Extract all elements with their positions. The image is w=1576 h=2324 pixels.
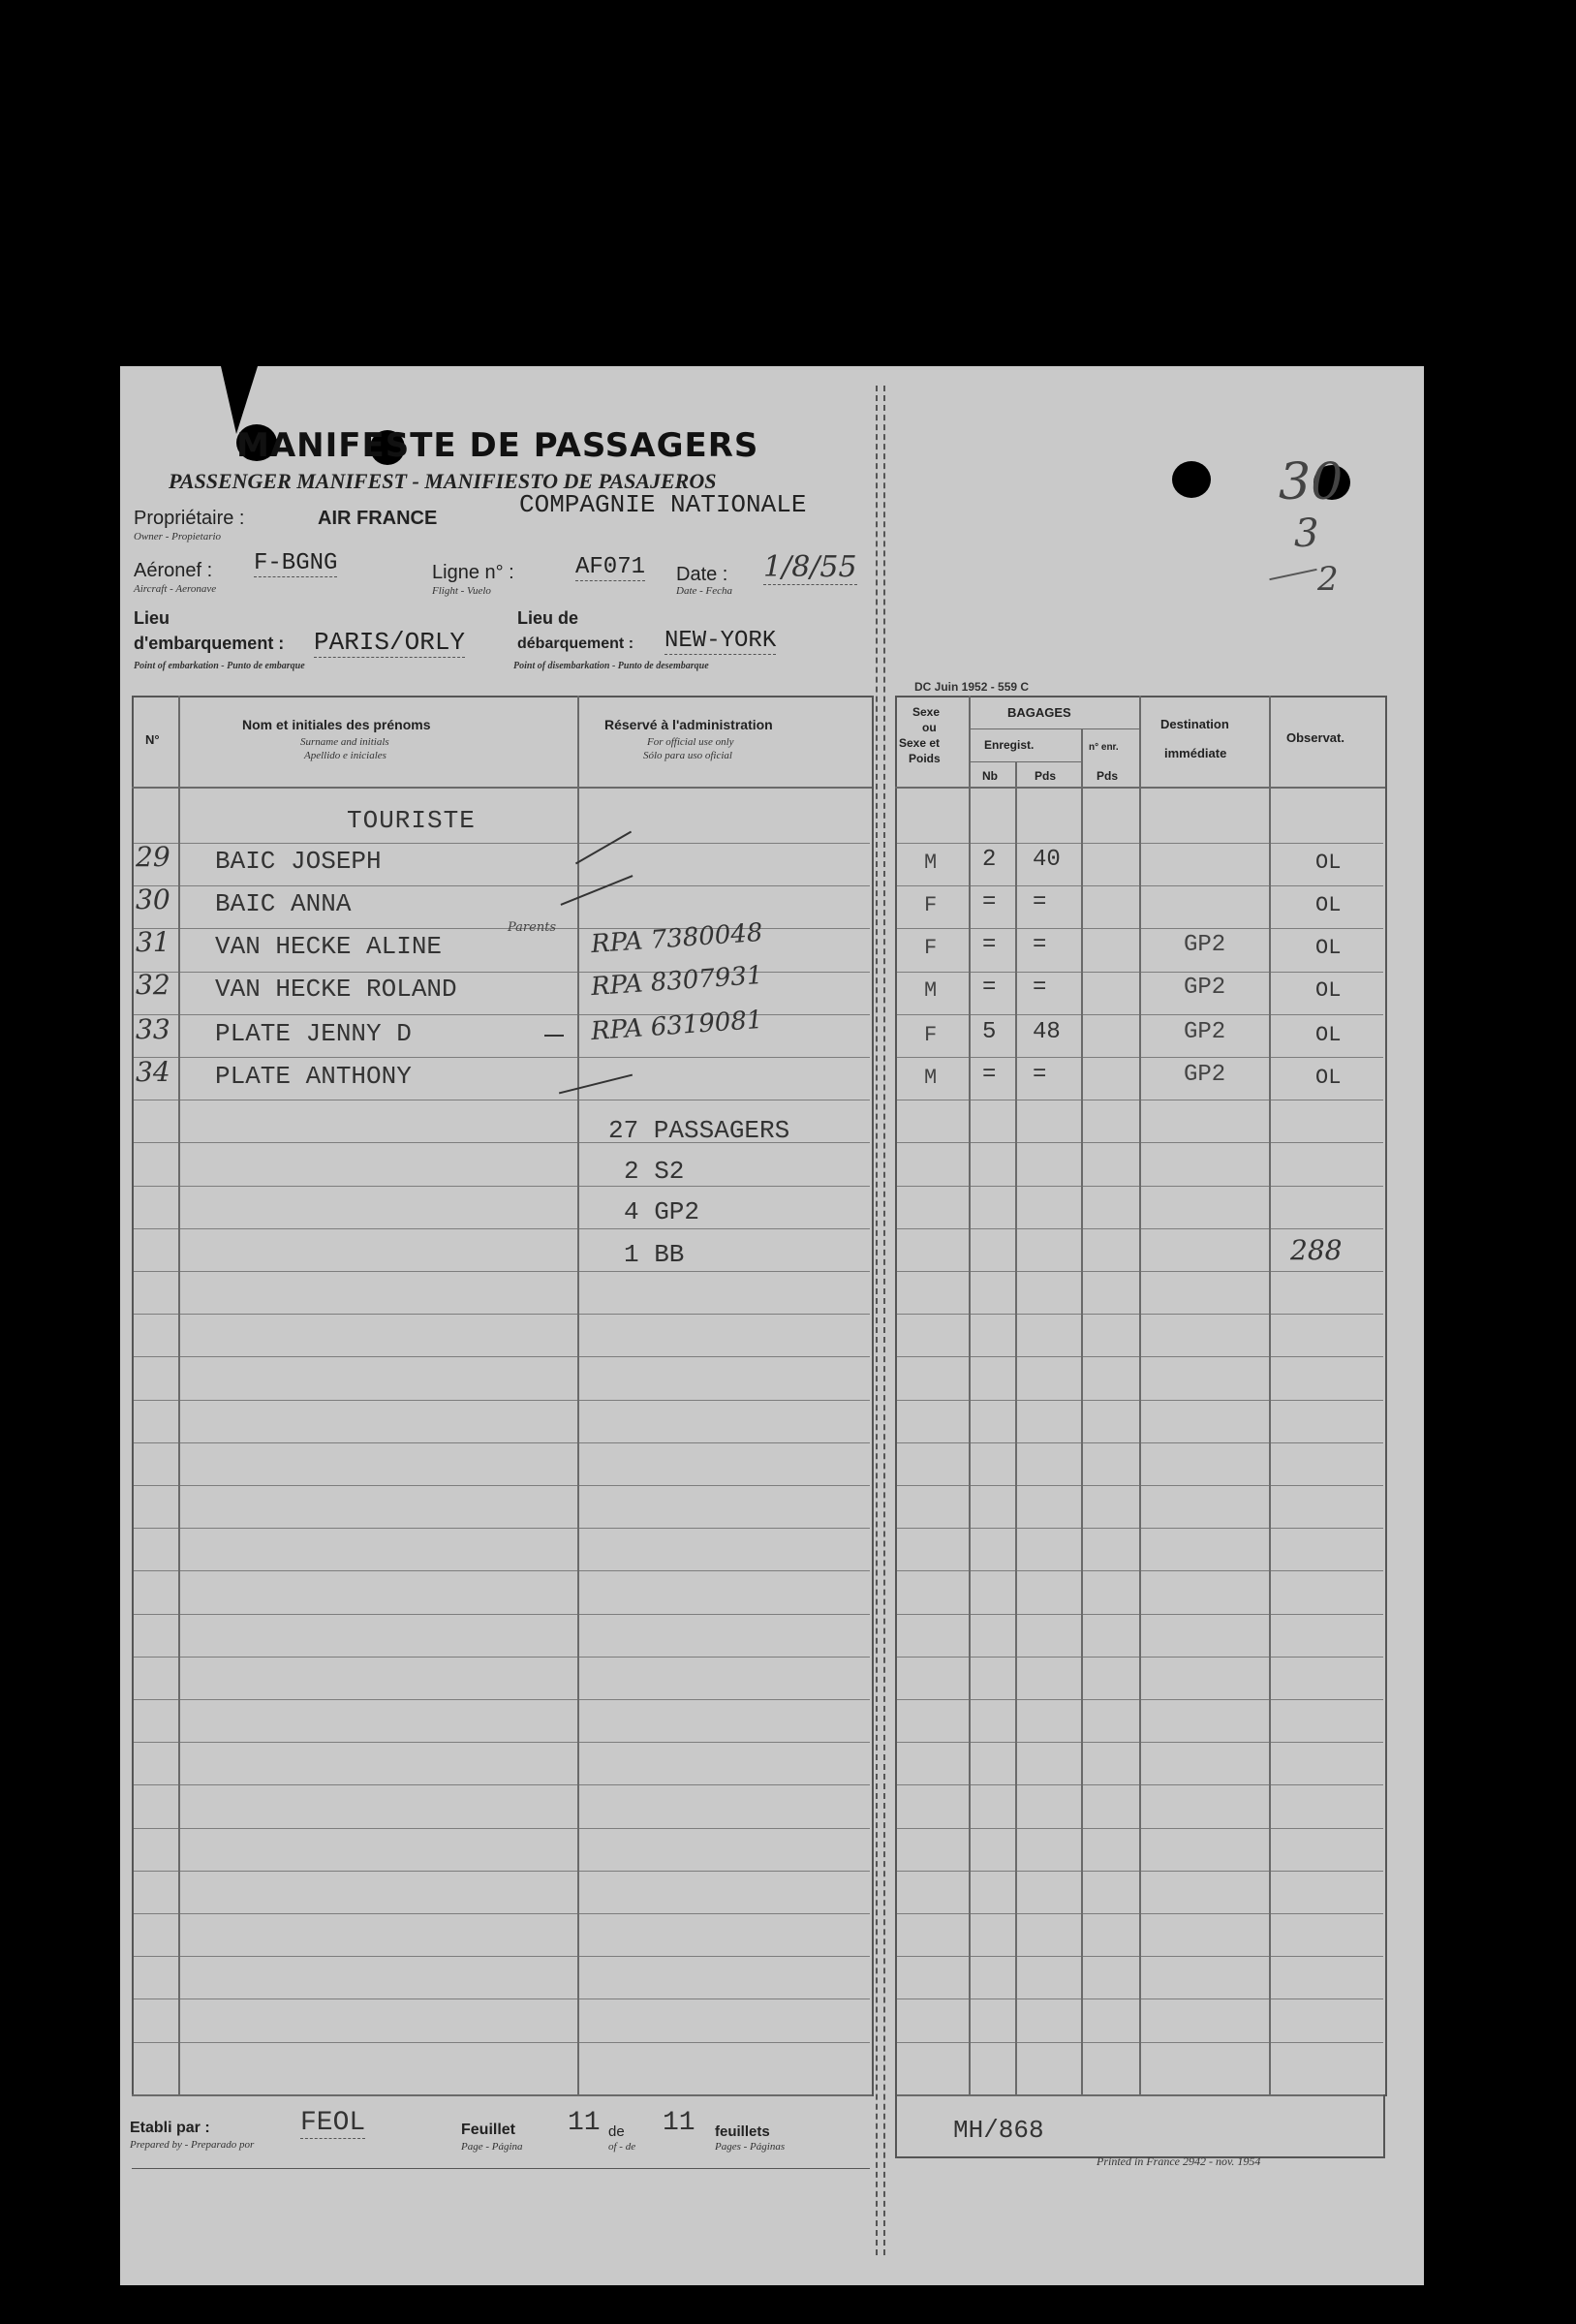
handwritten-fraction-bottom: 2 [1317, 560, 1339, 599]
summary-line: 4 GP2 [624, 1197, 700, 1226]
admin-reference: RPA 6319081 [590, 1005, 764, 1047]
of-label: de [608, 2123, 625, 2140]
observation: OL [1315, 978, 1342, 1003]
baggage-count: = [982, 889, 997, 915]
owner-label: Propriétaire : [134, 508, 245, 529]
baggage-weight: = [1033, 889, 1047, 915]
summary-line: 1 BB [624, 1240, 685, 1269]
prepared-value: FEOL [300, 2108, 366, 2138]
handwritten-fraction-top: 3 [1294, 511, 1319, 556]
manifest-sheet [120, 366, 1424, 2285]
footer-left-rule [132, 2168, 870, 2169]
aircraft-value: F-BGNG [254, 550, 338, 576]
row-rule [897, 1570, 1383, 1571]
prepared-sub: Prepared by - Preparado por [130, 2139, 255, 2151]
col-header-sex-1: Sexe [912, 705, 941, 719]
form-reference: DC Juin 1952 - 559 C [914, 680, 1030, 694]
passenger-sex: M [924, 978, 938, 1003]
row-rule [897, 972, 1383, 973]
manifest-ref: MH/868 [953, 2116, 1044, 2145]
of-sub: of - de [608, 2141, 636, 2153]
col-header-admin-sub2: Sólo para uso oficial [643, 750, 732, 761]
admin-reference: RPA 8307931 [590, 960, 764, 1003]
section-label: TOURISTE [347, 806, 476, 835]
row-rule [134, 1485, 870, 1486]
row-rule [897, 843, 1383, 844]
baggage-count: 2 [982, 847, 997, 873]
row-rule [897, 1784, 1383, 1785]
row-rule [134, 1570, 870, 1571]
printed-note: Printed in France 2942 - nov. 1954 [1097, 2154, 1261, 2168]
torn-corner [221, 366, 258, 434]
row-rule [134, 843, 870, 844]
row-rule [134, 1400, 870, 1401]
baggage-count: 5 [982, 1019, 997, 1045]
row-rule [897, 1657, 1383, 1658]
col-header-admin-sub1: For official use only [647, 736, 734, 748]
handwritten-page-number: 30 [1279, 453, 1344, 511]
row-rule [897, 928, 1383, 929]
col-header-observation: Observat. [1286, 730, 1344, 745]
row-rule [134, 2042, 870, 2043]
col-header-nb: Nb [982, 769, 998, 783]
row-rule [134, 885, 870, 886]
aircraft-sub: Aircraft - Aeronave [134, 583, 217, 595]
of-value: 11 [663, 2108, 695, 2138]
embark-value: PARIS/ORLY [314, 628, 466, 657]
row-rule [134, 1614, 870, 1615]
row-rule [897, 1442, 1383, 1443]
destination: GP2 [1184, 932, 1226, 958]
manifest-title: MANIFESTE DE PASSAGERS [236, 426, 759, 465]
embark-label-1: Lieu [134, 608, 170, 628]
row-rule [897, 1400, 1383, 1401]
observation: OL [1315, 1023, 1342, 1047]
passenger-number: 30 [136, 883, 170, 915]
row-rule [134, 1742, 870, 1743]
col-header-registered: Enregist. [984, 738, 1035, 752]
row-rule [897, 1742, 1383, 1743]
row-rule [134, 1528, 870, 1529]
pages-sub: Pages - Páginas [715, 2141, 786, 2153]
observation: OL [1315, 851, 1342, 875]
admin-reference: RPA 7380048 [590, 917, 764, 960]
row-rule [897, 1956, 1383, 1957]
center-divider [876, 386, 885, 2255]
sheets-label: feuillets [715, 2123, 770, 2140]
date-value: 1/8/55 [763, 550, 857, 584]
col-header-destination-2: immédiate [1164, 746, 1227, 760]
passenger-name: PLATE JENNY D [215, 1019, 412, 1048]
disembark-value: NEW-YORK [664, 628, 777, 654]
baggage-weight: = [1033, 932, 1047, 958]
passenger-sex: F [924, 893, 938, 917]
punch-hole [1172, 461, 1211, 498]
col-header-non-reg: n° enr. [1089, 742, 1119, 753]
fraction-bar [1269, 569, 1316, 580]
disembark-sub: Point of disembarkation - Punto de desembarque [513, 661, 709, 671]
row-rule [134, 1699, 870, 1700]
row-rule [134, 1657, 870, 1658]
row-rule [134, 1828, 870, 1829]
passenger-sex: M [924, 851, 938, 875]
row-rule [897, 1057, 1383, 1058]
page-sub: Page - Página [461, 2141, 523, 2153]
passenger-number: 29 [136, 841, 170, 873]
total-weight: 288 [1290, 1234, 1343, 1266]
destination: GP2 [1184, 1062, 1226, 1088]
sheet-value: 11 [568, 2108, 601, 2138]
row-rule [134, 1057, 870, 1058]
row-rule [897, 1699, 1383, 1700]
observation: OL [1315, 893, 1342, 917]
baggage-count: = [982, 1062, 997, 1088]
flight-sub: Flight - Vuelo [432, 585, 491, 597]
passenger-number: 33 [136, 1013, 170, 1045]
row-rule [897, 1528, 1383, 1529]
row-rule [897, 1271, 1383, 1272]
destination: GP2 [1184, 975, 1226, 1001]
row-rule [134, 1356, 870, 1357]
row-rule [134, 1871, 870, 1872]
passenger-number: 32 [136, 969, 170, 1001]
row-rule [134, 1956, 870, 1957]
row-rule [897, 1356, 1383, 1357]
row-rule [134, 1913, 870, 1914]
embark-sub: Point of embarkation - Punto de embarque [134, 661, 305, 671]
col-header-non-reg-pds: Pds [1097, 769, 1119, 783]
company-name: COMPAGNIE NATIONALE [519, 490, 807, 519]
row-rule [897, 1614, 1383, 1615]
manifest-subtitle: PASSENGER MANIFEST - MANIFIESTO DE PASAJEROS [169, 469, 717, 493]
destination: GP2 [1184, 1019, 1226, 1045]
passenger-sex: F [924, 936, 938, 960]
col-header-pds: Pds [1035, 769, 1057, 783]
col-header-sex-2: ou [922, 721, 937, 734]
baggage-weight: 40 [1033, 847, 1061, 873]
passenger-name: VAN HECKE ALINE [215, 932, 443, 961]
row-rule [134, 1442, 870, 1443]
owner-value: AIR FRANCE [318, 508, 438, 529]
col-header-sex-4: Poids [909, 752, 941, 765]
disembark-label-1: Lieu de [517, 608, 579, 628]
row-rule [897, 1485, 1383, 1486]
row-rule [897, 1142, 1383, 1143]
passenger-number: 34 [136, 1056, 170, 1088]
row-rule [897, 1014, 1383, 1015]
flight-value: AF071 [575, 554, 646, 580]
row-rule [897, 1228, 1383, 1229]
row-rule [134, 1271, 870, 1272]
row-rule [134, 1314, 870, 1315]
summary-line: 27 PASSAGERS [608, 1116, 790, 1145]
row-rule [897, 885, 1383, 886]
row-rule [134, 1228, 870, 1229]
admin-dash [544, 1035, 564, 1037]
col-header-admin: Réservé à l'administration [604, 717, 773, 732]
baggage-weight: = [1033, 1062, 1047, 1088]
embark-label-2: d'embarquement : [134, 634, 285, 653]
disembark-label-2: débarquement : [517, 635, 634, 652]
baggage-weight: = [1033, 975, 1047, 1001]
passenger-sex: F [924, 1023, 938, 1047]
row-rule [897, 1186, 1383, 1187]
summary-line: 2 S2 [624, 1157, 685, 1186]
baggage-weight: 48 [1033, 1019, 1061, 1045]
date-sub: Date - Fecha [676, 585, 733, 597]
row-rule [134, 1186, 870, 1187]
prepared-label: Etabli par : [130, 2120, 210, 2136]
row-rule [897, 1913, 1383, 1914]
passenger-sex: M [924, 1066, 938, 1090]
passenger-name: BAIC ANNA [215, 889, 352, 918]
date-label: Date : [676, 564, 728, 585]
col-header-name-sub2: Apellido e iniciales [304, 750, 386, 761]
passenger-name: BAIC JOSEPH [215, 847, 382, 876]
aircraft-label: Aéronef : [134, 560, 213, 581]
col-header-name: Nom et initiales des prénoms [242, 717, 431, 732]
passenger-name: PLATE ANTHONY [215, 1062, 412, 1091]
col-header-name-sub1: Surname and initials [300, 736, 389, 748]
sheet-label: Feuillet [461, 2122, 516, 2138]
owner-sub: Owner - Propietario [134, 531, 222, 542]
col-header-baggage: BAGAGES [1007, 705, 1071, 720]
col-header-sex-3: Sexe et [899, 736, 941, 750]
baggage-count: = [982, 975, 997, 1001]
observation: OL [1315, 1066, 1342, 1090]
row-rule [897, 1314, 1383, 1315]
col-header-destination-1: Destination [1160, 717, 1229, 731]
row-rule [897, 1871, 1383, 1872]
baggage-count: = [982, 932, 997, 958]
annotation-parents: Parents [508, 920, 557, 935]
observation: OL [1315, 936, 1342, 960]
flight-label: Ligne n° : [432, 562, 514, 583]
passenger-number: 31 [136, 926, 170, 958]
row-rule [897, 1828, 1383, 1829]
passenger-name: VAN HECKE ROLAND [215, 975, 457, 1004]
row-rule [897, 2042, 1383, 2043]
row-rule [134, 1784, 870, 1785]
col-header-no: N° [145, 732, 160, 747]
